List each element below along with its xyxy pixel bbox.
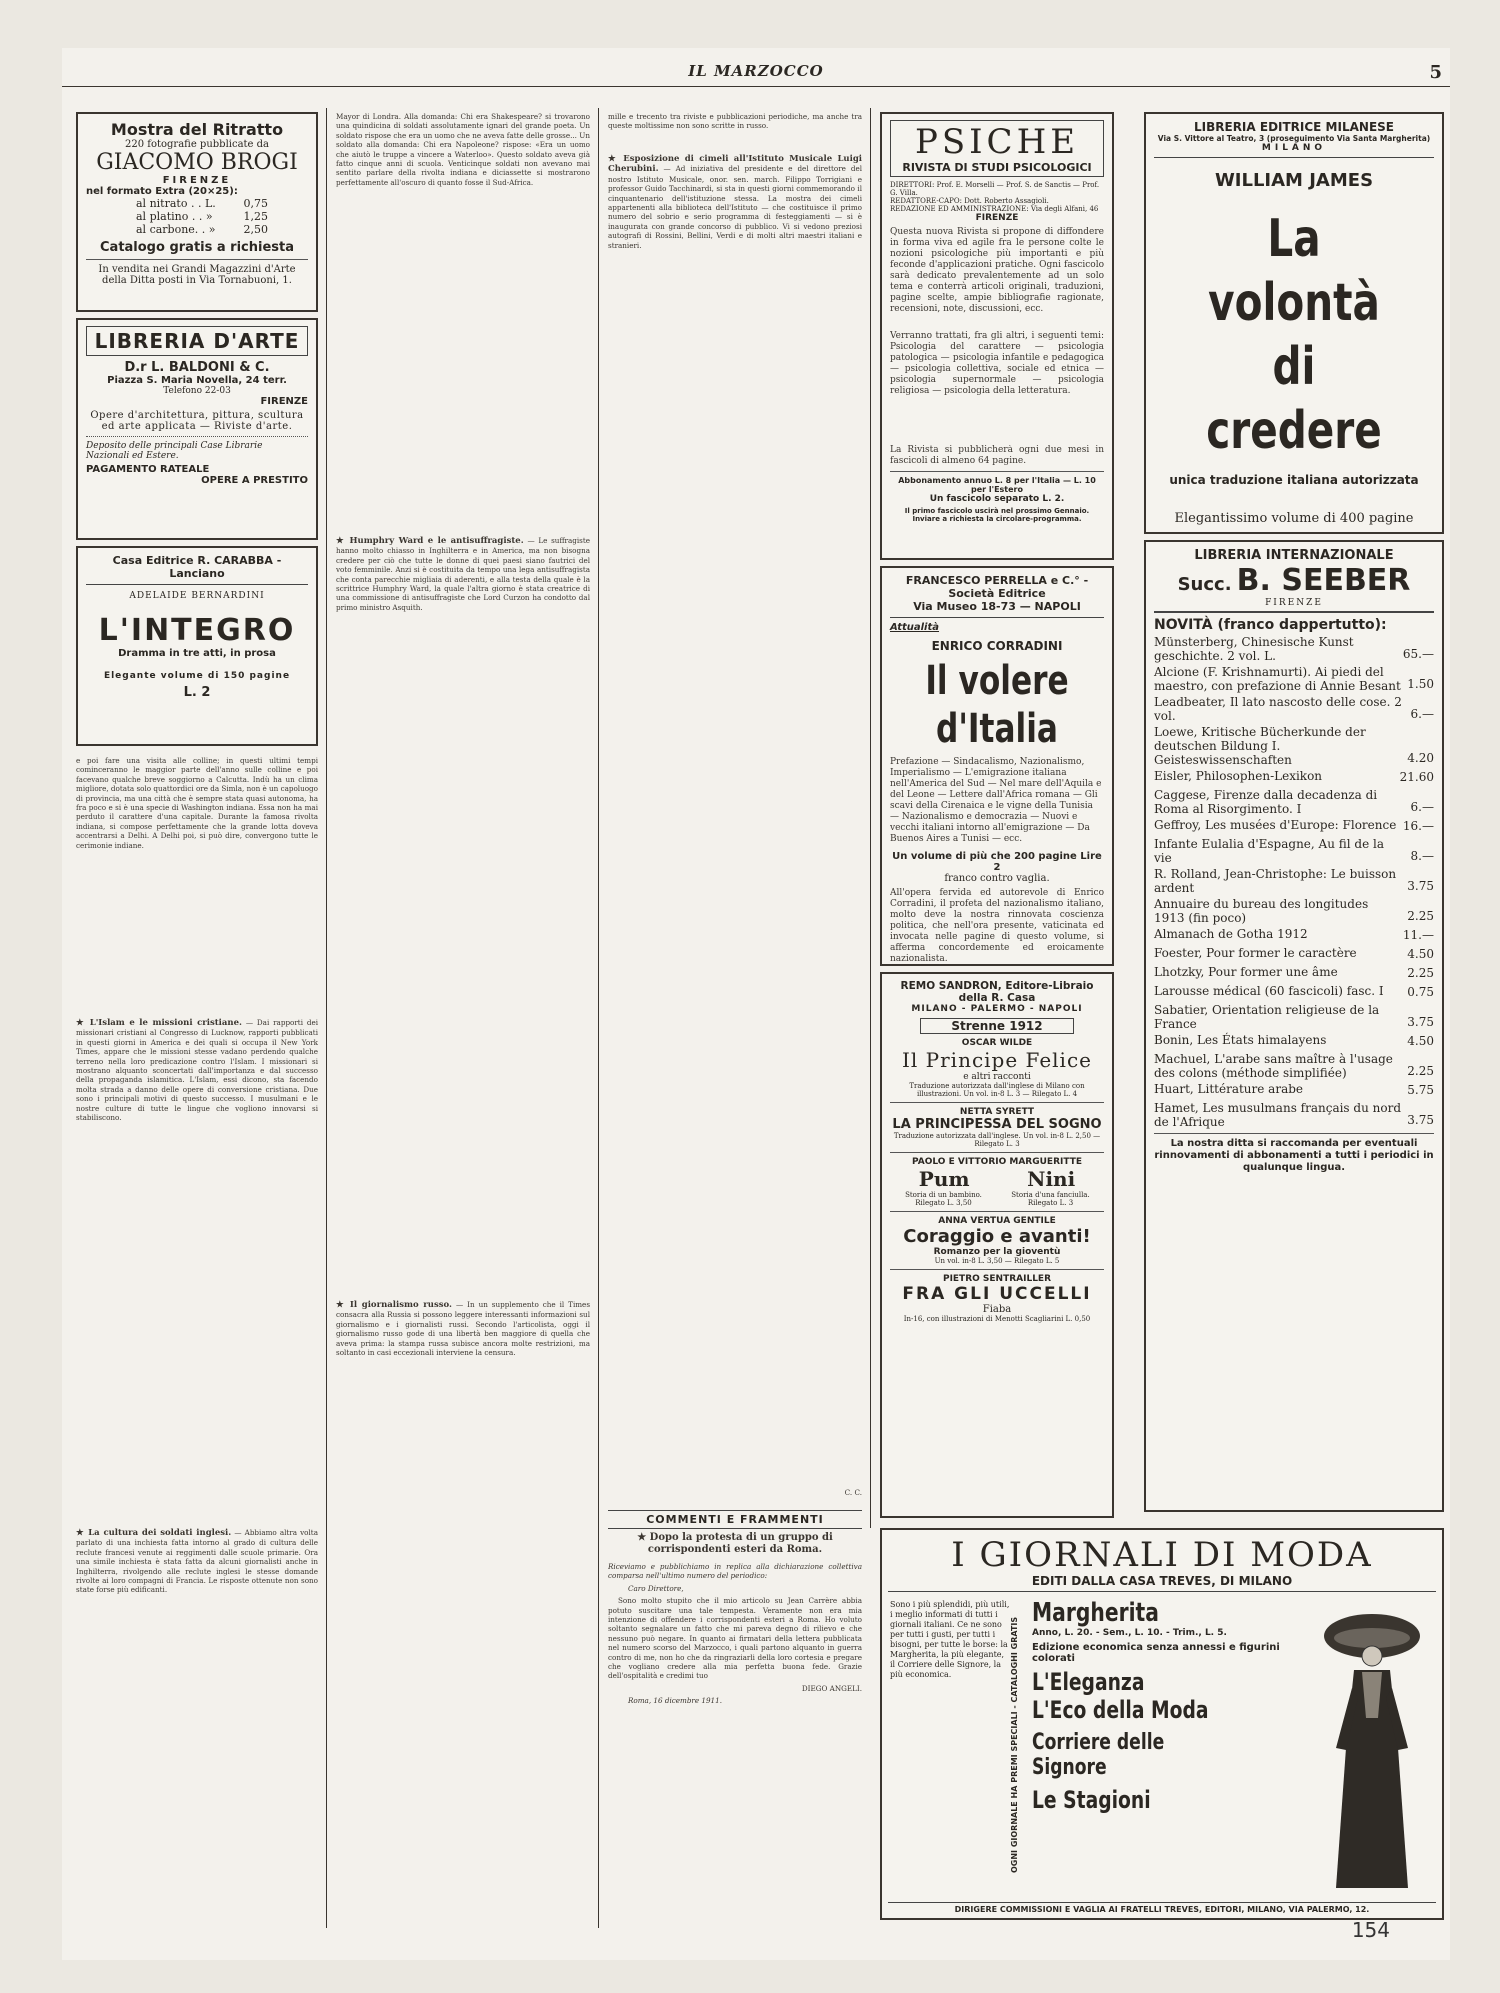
ad-title: L'INTEGRO (98, 613, 296, 648)
psiche-subtitle: RIVISTA DI STUDI PSICOLOGICI (902, 161, 1092, 174)
seeber-item-price: 4.20 (1407, 751, 1434, 765)
article-signature: C. C. (844, 1488, 862, 1497)
article (336, 536, 590, 1296)
article-title: ★ L'Islam e le missioni cristiane. (76, 1018, 242, 1028)
seeber-item-text: Alcione (F. Krishnamurti). Ai piedi del maestro, con prefazione di Annie Besant (1154, 665, 1401, 693)
milanese-header: LIBRERIA EDITRICE MILANESE (1194, 120, 1394, 134)
article-body: — Ad iniziativa del presidente e del direttore del nostro Istituto Musicale, onor. sen. march. Filippo Torrigiani e professor Guido Tacchinardi, si sta in questi giorni commemorando il cinquantenario dell'istituzione stessa. La mostra dei cimeli appartenenti alla biblioteca dell'Istituto — che costituisce il primo numero del sobrio e serio programma di festeggiamenti — si è inaugurata con grande concorso di pubblico. Vi si vedono preziosi autografi di Rossini, Bellini, Verdi e di molti altri maestri italiani e stranieri. (608, 164, 862, 250)
seeber-item-price: 6.— (1410, 800, 1434, 814)
article-title: ★ Humphry Ward e le antisuffragiste. (336, 536, 524, 546)
seeber-item-price: 11.— (1402, 928, 1434, 942)
milanese-translation: unica traduzione italiana autorizzata (1169, 473, 1419, 487)
psiche-text: Questa nuova Rivista si propone di diffondere in forma viva ed agile fra le persone colte le nozioni psicologiche più importanti e più feconde d'applicazioni pratiche. Ogni fascicolo sarà dedicato prevalentemente ad un solo tema e conterrà articoli originali, traduzioni, pagine scelte, ampie bibliografie ragionate, recensioni, note, discussioni, ecc. (890, 227, 1104, 314)
psiche-single: Un fascicolo separato L. 2. (929, 494, 1065, 504)
masthead-rule (62, 86, 1450, 87)
divider (890, 1102, 1104, 1103)
psiche-text: Verranno trattati, fra gli altri, i seguenti temi: Psicologia del carattere — psicologia patologica — psicologia infantile e pedagogica — psicologia collettiva, sociale ed etnica — psicologia supernormale — psicologia religiosa — psicologia della letteratura. (890, 331, 1104, 396)
seeber-novita: NOVITÀ (franco dappertutto): (1154, 617, 1387, 633)
ad-title: LIBRERIA D'ARTE (86, 326, 308, 356)
psiche-directors: DIRETTORI: Prof. E. Morselli — Prof. S. de Sanctis — Prof. G. Villa. (890, 181, 1100, 197)
article-title: ★ Esposizione di cimeli all'Istituto Musicale Luigi Cherubini. (608, 154, 862, 175)
ad-author: ADELAIDE BERNARDINI (129, 591, 265, 601)
moda-footer: DIRIGERE COMMISSIONI E VAGLIA AI FRATELLI TREVES, EDITORI, MILANO, VIA PALERMO, 12. (888, 1902, 1436, 1914)
column-1 (76, 108, 318, 1920)
masthead-title: IL MARZOCCO (688, 62, 824, 80)
seeber-item (1154, 897, 1434, 925)
moda-pub-note: Anno, L. 20. - Sem., L. 10. - Trim., L. 5. (1032, 1628, 1227, 1638)
seeber-item-price: 3.75 (1407, 879, 1434, 893)
moda-pub: Edizione economica senza annessi e figurini colorati (1032, 1642, 1280, 1664)
seeber-item-text: Huart, Littérature arabe (1154, 1082, 1304, 1096)
seeber-name-b: B. SEEBER (1236, 563, 1411, 598)
archive-stamp: 154 (1351, 1918, 1390, 1942)
seeber-item-text: Eisler, Philosophen-Lexikon (1154, 769, 1323, 783)
ad-city: FIRENZE (260, 396, 308, 407)
moda-subtitle: EDITI DALLA CASA TREVES, DI MILANO (888, 1574, 1436, 1592)
ad-payment-1: PAGAMENTO RATEALE (86, 464, 210, 475)
price-label: al nitrato . . L. (136, 197, 216, 210)
ad-title: Mostra del Ritratto (110, 120, 284, 139)
ad-perrella (880, 566, 1114, 966)
column-2 (336, 108, 590, 1920)
ad-libreria-arte (76, 318, 318, 540)
divider (890, 1269, 1104, 1270)
price-row (136, 210, 268, 223)
price-value: 1,25 (243, 210, 268, 223)
seeber-item-text: Larousse médical (60 fascicoli) fasc. I (1154, 984, 1384, 998)
seeber-item-text: R. Rolland, Jean-Christophe: Le buisson ardent (1154, 867, 1397, 895)
perrella-series: Attualità (890, 622, 940, 633)
book-note: Storia d'una fanciulla. Rilegato L. 3 (1011, 1191, 1090, 1207)
sandron-header-1: REMO SANDRON, Editore-Libraio della R. Casa (900, 980, 1094, 1004)
article (76, 1018, 318, 1528)
ad-milanese (1144, 112, 1444, 534)
ad-phone: Telefono 22-03 (163, 386, 231, 396)
ad-format: nel formato Extra (20×25): (86, 186, 238, 197)
column-rule (598, 108, 599, 1928)
divider (890, 1152, 1104, 1153)
milanese-title-2: di credere (1206, 337, 1382, 461)
perrella-postage: franco contro vaglia. (944, 873, 1050, 884)
moda-pub: Corriere delle Signore (1032, 1730, 1165, 1780)
lady-illustration (1312, 1598, 1432, 1894)
seeber-item-price: 2.25 (1407, 909, 1434, 923)
ad-header: Casa Editrice R. CARABBA - Lanciano (86, 554, 308, 585)
seeber-item-price: 21.60 (1399, 770, 1434, 784)
book-subtitle: Romanzo per la gioventù (933, 1247, 1061, 1257)
ad-catalog: Catalogo gratis a richiesta (100, 240, 294, 255)
seeber-item (1154, 1003, 1434, 1031)
moda-publications (1032, 1598, 1302, 1894)
milanese-city: MILANO (1154, 143, 1434, 158)
ad-desc: Opere d'architettura, pittura, scultura ed arte applicata — Riviste d'arte. (90, 410, 304, 432)
moda-title: I GIORNALI DI MODA (951, 1535, 1373, 1575)
seeber-header: LIBRERIA INTERNAZIONALE (1194, 548, 1394, 563)
divider (86, 259, 308, 260)
perrella-header-2: Via Museo 18-73 — NAPOLI (890, 600, 1104, 618)
ad-footer: In vendita nei Grandi Magazzini d'Arte della Ditta posti in Via Tornabuoni, 1. (98, 264, 296, 286)
book-title: Coraggio e avanti! (903, 1226, 1091, 1247)
seeber-name-a: Succ. (1177, 574, 1232, 595)
price-value: 0,75 (243, 197, 268, 210)
seeber-item (1154, 769, 1434, 786)
seeber-item (1154, 1052, 1434, 1080)
moda-pub: Le Stagioni (1032, 1786, 1151, 1814)
article-text: mille e trecento tra riviste e pubblicazioni periodiche, ma anche tra queste moltissime non sono scritte in russo. (608, 112, 862, 131)
ad-seeber (1144, 540, 1444, 1512)
psiche-city: FIRENZE (975, 213, 1019, 223)
ad-payment-2: OPERE A PRESTITO (201, 475, 308, 486)
book-note: Storia di un bambino. Rilegato L. 3,50 (905, 1191, 982, 1207)
seeber-item-text: Hamet, Les musulmans français du nord de l'Afrique (1154, 1101, 1402, 1129)
psiche-header (890, 120, 1104, 177)
seeber-item (1154, 927, 1434, 944)
ad-owner: D.r L. BALDONI & C. (124, 360, 270, 375)
seeber-item-price: 6.— (1410, 707, 1434, 721)
milanese-price (1154, 532, 1434, 534)
page-number: 5 (1429, 62, 1442, 83)
ad-sandron (880, 972, 1114, 1518)
seeber-item-text: Caggese, Firenze dalla decadenza di Roma al Risorgimento. I (1154, 788, 1378, 816)
perrella-author: ENRICO CORRADINI (931, 639, 1063, 653)
seeber-item-price: 2.25 (1407, 1064, 1434, 1078)
perrella-title: Il volere d'Italia (925, 658, 1069, 752)
seeber-item-price: 3.75 (1407, 1015, 1434, 1029)
seeber-item-price: 65.— (1402, 647, 1434, 661)
article-text: e poi fare una visita alle colline; in questi ultimi tempi cominceranno le maggior parte dell'anno sulle colline e poi facevano qualche breve soggiorno a Calcutta. Indù ha un clima migliore, dotata solo quattordici ore da Simla, non è un capoluogo di provincia, ma una città che è sempre stata quasi autonoma, ha fra poco e si è una specie di Washington indiana. Essa non ha mai perduto il carattere d'una capitale. Durante la famosa rivolta indiana, si compose perfettamente che la grande lotta doveva accentrarsi a Delhi. A Delhi poi, si può dire, convergono tutte le cerimonie indiane. (76, 756, 318, 850)
book-note: Un vol. in-8 L. 3,50 — Rilegato L. 5 (934, 1257, 1060, 1265)
seeber-item (1154, 1101, 1434, 1129)
seeber-item-text: Infante Eulalia d'Espagne, Au fil de la vie (1154, 837, 1384, 865)
seeber-item-price: 4.50 (1407, 947, 1434, 961)
divider (890, 471, 1104, 472)
book-title: Il Principe Felice (902, 1048, 1092, 1072)
article-title: ★ Il giornalismo russo. (336, 1300, 453, 1310)
ad-deposit: Deposito delle principali Case Librarie Nazionali ed Estere. (86, 441, 263, 461)
book-pair-notes (890, 1191, 1104, 1207)
psiche-title: PSICHE (914, 122, 1080, 162)
milanese-title-1: La volontà (1208, 209, 1380, 333)
seeber-item-price: 4.50 (1407, 1034, 1434, 1048)
book-subtitle: e altri racconti (963, 1072, 1031, 1082)
article-body: — Dai rapporti dei missionari cristiani al Congresso di Lucknow, rapporti pubblicati in questi giorni in America e dei quali si occupa il New York Times, appare che le missioni stesse vadano perdendo qualche terreno nella loro predicazione contro l'Islam. I missionari si mostrano alquanto sconcertati dall'importanza e dal successo della propaganda islamitica. L'Islam, essi dicono, sta facendo molta strada a danno delle opere di conversione cristiana. Due sono i principali motivi di questo successo. I musulmani e le nostre culture di tutte le lingue che vogliono innovarsi si stabiliscono. (76, 1018, 318, 1123)
seeber-item-price: 5.75 (1407, 1083, 1434, 1097)
book-pair (890, 1167, 1104, 1191)
seeber-item-text: Loewe, Kritische Bücherkunde der deutschen Bildung I. Geisteswissenschaften (1154, 725, 1366, 767)
ad-sub: 220 fotografie pubblicate da (124, 139, 270, 150)
seeber-item-price: 16.— (1402, 819, 1434, 833)
seeber-footer: La nostra ditta si raccomanda per eventuali rinnovamenti di abbonamenti a tutti i periodici in qualunque lingua. (1154, 1138, 1434, 1173)
seeber-item-text: Annuaire du bureau des longitudes 1913 (fin poco) (1154, 897, 1369, 925)
seeber-name (1154, 563, 1434, 598)
ad-carabba (76, 546, 318, 746)
seeber-item (1154, 1082, 1434, 1099)
psiche-footer: Il primo fascicolo uscirà nel prossimo Gennaio. Inviare a richiesta la circolare-programma. (904, 507, 1090, 523)
column-rule (870, 108, 871, 1528)
seeber-item-price: 2.25 (1407, 966, 1434, 980)
price-row (136, 197, 268, 210)
seeber-item (1154, 635, 1434, 663)
milanese-address: Via S. Vittore al Teatro, 3 (proseguimento Via Santa Margherita) (1157, 134, 1431, 143)
newspaper-page (62, 48, 1450, 1960)
milanese-author: WILLIAM JAMES (1214, 170, 1374, 191)
sandron-strenne: Strenne 1912 (920, 1018, 1074, 1034)
price-row (136, 223, 268, 236)
book-subtitle: Fiaba (982, 1304, 1012, 1315)
psiche-editor: REDATTORE-CAPO: Dott. Roberto Assagioli. (890, 197, 1049, 205)
perrella-contents: Prefazione — Sindacalismo, Nazionalismo, Imperialismo — L'emigrazione italiana nell'America del Sud — Nel mare dell'Aquila e del Leone — Lettere dall'Africa romana — Gli scavi della Cirenaica e le vigne della Tunisia — Nazionalismo e democrazia — Nuovi e vecchi italiani intorno all'emigrazione — Da Buenos Aires a Tunisi — ecc. (890, 757, 1102, 844)
ad-price: L. 2 (183, 685, 211, 700)
seeber-item-price: 1.50 (1407, 677, 1434, 691)
book-title: LA PRINCIPESSA DEL SOGNO (892, 1117, 1102, 1132)
moda-pub: L'Eco della Moda (1032, 1696, 1209, 1724)
ad-psiche (880, 112, 1114, 560)
seeber-item (1154, 695, 1434, 723)
column-rule (326, 108, 327, 1928)
article-title: ★ La cultura dei soldati inglesi. (76, 1528, 232, 1538)
psiche-text: La Rivista si pubblicherà ogni due mesi in fascicoli di almeno 64 pagine. (890, 445, 1104, 466)
ad-volume: Elegante volume di 150 pagine (103, 671, 291, 681)
book-author: NETTA SYRETT (959, 1107, 1035, 1117)
seeber-item-text: Foester, Pour former le caractère (1154, 946, 1357, 960)
seeber-item (1154, 867, 1434, 895)
perrella-header-1: FRANCESCO PERRELLA e C.° - Società Editrice (905, 574, 1089, 600)
moda-pub: Margherita (1032, 1598, 1159, 1628)
seeber-item (1154, 665, 1434, 693)
seeber-city: FIRENZE (1154, 598, 1434, 613)
book-note: Traduzione autorizzata dall'inglese. Un vol. in-8 L. 2,50 — Rilegato L. 3 (893, 1132, 1101, 1148)
letter-date: Roma, 16 dicembre 1911. (628, 1696, 722, 1706)
perrella-price: Un volume di più che 200 pagine Lire 2 (892, 851, 1102, 873)
moda-pub: L'Eleganza (1032, 1668, 1145, 1696)
article (608, 154, 862, 1484)
article (336, 1300, 590, 1920)
milanese-volume: Elegantissimo volume di 400 pagine (1174, 511, 1414, 526)
book-note: Traduzione autorizzata dall'inglese di Milano con illustrazioni. Un vol. in-8 L. 3 — Rilegato L. 4 (909, 1082, 1085, 1098)
column-3 (608, 108, 862, 1920)
seeber-items (1154, 635, 1434, 1129)
seeber-item (1154, 946, 1434, 963)
seeber-item-price: 3.75 (1407, 1113, 1434, 1127)
seeber-item-text: Leadbeater, Il lato nascosto delle cose. 2 vol. (1154, 695, 1402, 723)
letter-intro: Riceviamo e pubblichiamo in replica alla dichiarazione collettiva comparsa nell'ultimo numero del periodico: (608, 1562, 862, 1581)
letter-salutation: Caro Direttore, (628, 1583, 684, 1593)
price-list (86, 197, 308, 236)
ad-ritratto (76, 112, 318, 312)
ad-city: FIRENZE (162, 175, 232, 186)
perrella-desc: All'opera fervida ed autorevole di Enrico Corradini, il profeta del nazionalismo italiano, molto deve la nostra rinnovata coscienza politica, che nell'ora presente, vaticinata ed invocata nelle pagine di questo volume, si afferma concordemente ed eroicamente nazionalista. (890, 888, 1104, 964)
book-title: Pum (918, 1167, 970, 1191)
article-body: — Le suffragiste hanno molto chiasso in Inghilterra e in America, ma non bisogna credere per ciò che tutte le donne di quei paesi siano fautrici del voto femminile. Anzi si è costituita da tempo una lega antisuffragista che conta parecchie migliaia di aderenti, e alla testa della quale è la scrittrice Humphry Ward, la quale l'altra giorno è stata creatrice di una commissione di antisuffragiste che Lord Curzon ha condotto dal primo ministro Asquith. (336, 536, 590, 612)
seeber-item-text: Almanach de Gotha 1912 (1154, 927, 1308, 941)
divider (1154, 1133, 1434, 1134)
psiche-subscription: Abbonamento annuo L. 8 per l'Italia — L. 10 per l'Estero (898, 476, 1096, 494)
seeber-item-price: 0.75 (1407, 985, 1434, 999)
ad-name: GIACOMO BROGI (96, 150, 298, 175)
article (76, 1528, 318, 1920)
book-author: PAOLO E VITTORIO MARGUERITTE (912, 1157, 1082, 1167)
ad-address: Piazza S. Maria Novella, 24 terr. (107, 375, 287, 386)
letter-title: ★ Dopo la protesta di un gruppo di corrispondenti esteri da Roma. (637, 1532, 833, 1555)
seeber-item-text: Lhotzky, Pour former une âme (1154, 965, 1338, 979)
book-note: In-16, con illustrazioni di Menotti Scagliarini L. 0,50 (903, 1315, 1091, 1323)
seeber-item (1154, 818, 1434, 835)
divider (890, 1211, 1104, 1212)
letter (608, 1532, 862, 1920)
ad-subtitle: Dramma in tre atti, in prosa (118, 648, 276, 659)
seeber-item-text: Bonin, Les États himalayens (1154, 1033, 1327, 1047)
price-label: al platino . . » (136, 210, 213, 223)
seeber-item-text: Geffroy, Les musées d'Europe: Florence (1154, 818, 1397, 832)
book-title: Nini (1027, 1167, 1076, 1191)
article-body: — Abbiamo altra volta parlato di una inchiesta fatta intorno al grado di cultura delle reclute francesi venute ai reggimenti dalle scuole primarie. Ora una simile inchiesta è stata fatta da alcuni giornalisti anche in Inghilterra, rivolgendo alle reclute inglesi le stesse domande rivolte ai loro compagni di Francia. Le risposte ottenute non sono state forse più edificanti. (76, 1528, 318, 1595)
price-value: 2,50 (243, 223, 268, 236)
letter-body: Sono molto stupito che il mio articolo su Jean Carrère abbia potuto suscitare una tale tempesta. Veramente non era mia intenzione di offendere i corrispondenti esteri a Roma. Ho voluto soltanto segnalare un fatto che mi pareva degno di rilievo e che nessuno può negare. In quanto ai firmatari della lettera pubblicata nel numero scorso del Marzocco, i quali partono alquanto in guerra contro di me, non ho che da ringraziarli della loro cortesia e pregare che vogliano credere alla mia perfetta buona fede. Grazie dell'ospitalità e credimi tuo (608, 1596, 862, 1681)
moda-intro: Sono i più splendidi, più utili, i meglio informati di tutti i giornali italiani. Ce ne sono per tutti i gusti, per tutti i bisogni, per tutte le borse: la Margherita, la più elegante, il Corriere delle Signore, la più economica. (890, 1600, 1010, 1679)
moda-side-label: OGNI GIORNALE HA PREMI SPECIALI - CATALOGHI GRATIS (1010, 1616, 1019, 1874)
book-author: ANNA VERTUA GENTILE (938, 1216, 1056, 1226)
seeber-item (1154, 725, 1434, 767)
book-author: OSCAR WILDE (961, 1038, 1033, 1048)
article-text: Mayor di Londra. Alla domanda: Chi era Shakespeare? si trovarono una quindicina di soldati assolutamente ignari del grande poeta. Un soldato rispose che era un uomo che ne aveva fatte delle grosse... Un soldato alla domanda: Chi era Napoleone? rispose: «Era un uomo che aiutò le truppe a vincere a Waterloo». Questo soldato aveva già fatto cinque anni di scuola. Venticinque soldati non avevano mai sentito parlare della rivolta indiana e diciassette si mostrarono perfettamente all'oscuro di quanto fosse il Sud-Africa. (336, 112, 590, 187)
seeber-item (1154, 965, 1434, 982)
sandron-header-2: MILANO - PALERMO - NAPOLI (911, 1004, 1083, 1014)
letter-sign: DIEGO ANGELI. (801, 1683, 862, 1693)
seeber-item-price: 8.— (1410, 849, 1434, 863)
seeber-item-text: Sabatier, Orientation religieuse de la France (1154, 1003, 1380, 1031)
divider (86, 436, 308, 437)
book-title: FRA GLI UCCELLI (902, 1284, 1092, 1304)
seeber-item-text: Münsterberg, Chinesische Kunst geschichte. 2 vol. L. (1154, 635, 1354, 663)
seeber-item (1154, 984, 1434, 1001)
section-heading: COMMENTI E FRAMMENTI (608, 1510, 862, 1529)
article-body: — In un supplemento che il Times consacra alla Russia si possono leggere interessanti informazioni sul giornalismo e i giornalisti russi. Secondo l'articolista, oggi il giornalismo russo gode di una libertà ben maggiore di quella che aveva prima: la stampa russa subisce ancora molte restrizioni, ma soltanto in casi eccezionali interviene la censura. (336, 1300, 590, 1358)
seeber-item (1154, 788, 1434, 816)
seeber-item-text: Machuel, L'arabe sans maître à l'usage des colons (méthode simplifiée) (1154, 1052, 1393, 1080)
masthead (62, 62, 1450, 82)
seeber-item (1154, 1033, 1434, 1050)
price-label: al carbone. . » (136, 223, 216, 236)
psiche-admin: REDAZIONE ED AMMINISTRAZIONE: Via degli Alfani, 46 (890, 205, 1099, 213)
ad-giornali-moda (880, 1528, 1444, 1920)
seeber-item (1154, 837, 1434, 865)
book-author: PIETRO SENTRAILLER (942, 1274, 1052, 1284)
